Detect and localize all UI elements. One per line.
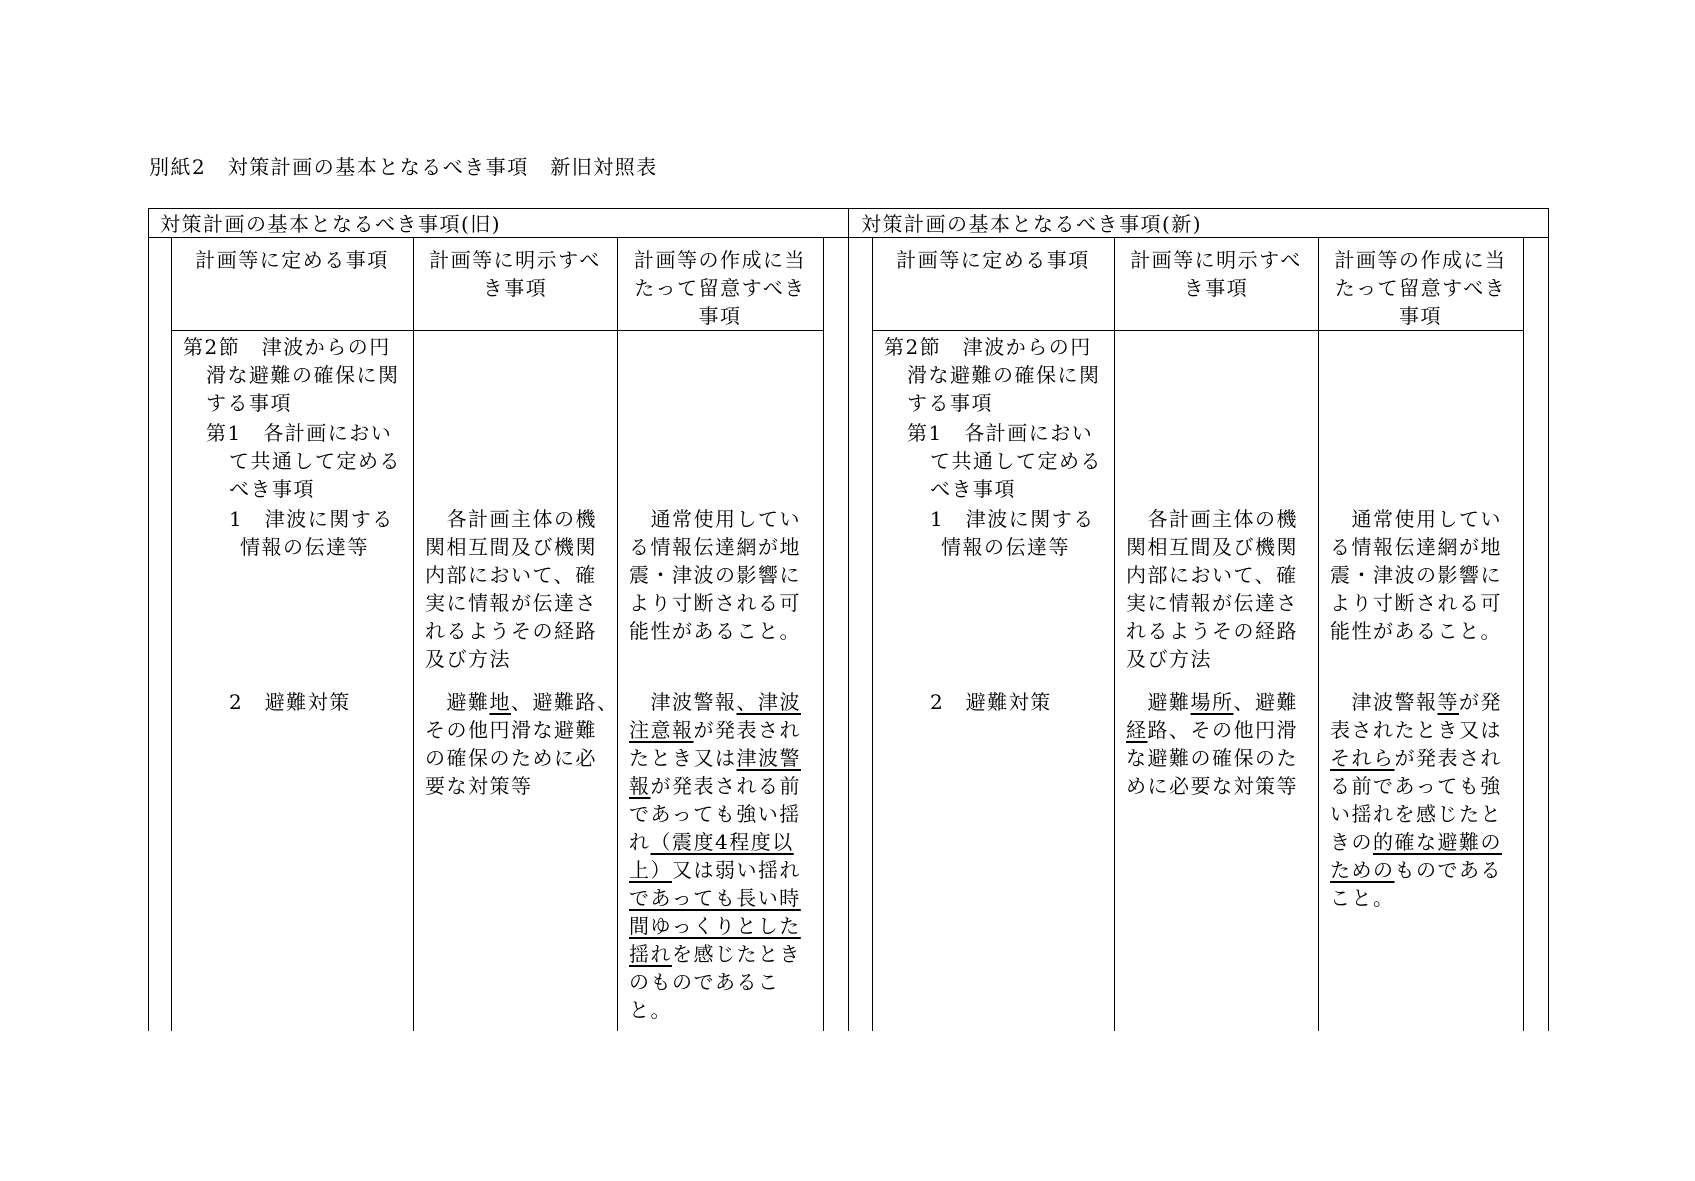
text-run: の確保のために必 <box>425 746 597 770</box>
new-subsection-heading: 第1 各計画におい て共通して定める べき事項 <box>907 421 1102 501</box>
amended-text: 地 <box>489 690 511 714</box>
amended-text: 揺れ <box>629 942 672 966</box>
new-table-left-border <box>872 237 873 1031</box>
text-run: が発表され <box>693 718 801 742</box>
text-run: こと。 <box>1330 886 1395 910</box>
text-run: であっても強い揺 <box>629 802 801 826</box>
text-line <box>425 688 619 716</box>
old-item2-notes <box>629 688 801 1024</box>
text-line <box>629 716 801 744</box>
new-item1-notes: 通常使用してい る情報伝達網が地 震・津波の影響に より寸断される可 能性があること。 <box>1330 507 1502 643</box>
text-line <box>1330 716 1502 744</box>
text-run: が発表される前 <box>650 774 801 798</box>
amended-text: それら <box>1330 746 1395 770</box>
new-item2-title: 2 避難対策 <box>930 690 1052 714</box>
document-title: 別紙2 対策計画の基本となるべき事項 新旧対照表 <box>149 155 658 179</box>
amended-text: 経 <box>1126 718 1148 742</box>
text-run: 避難 <box>1126 690 1191 714</box>
new-table-header-divider <box>872 330 1523 331</box>
text-run: のものであるこ <box>629 970 780 994</box>
text-line <box>629 828 801 856</box>
text-line <box>1330 856 1502 884</box>
old-table-right-border <box>823 237 824 1031</box>
text-run: 、避難路、 <box>511 690 619 714</box>
text-run: と。 <box>629 998 672 1022</box>
text-run: 避難 <box>425 690 490 714</box>
text-line <box>1126 744 1298 772</box>
outer-frame-middle <box>848 208 849 1031</box>
text-line <box>629 968 801 996</box>
new-table-col-divider-2 <box>1318 237 1319 1031</box>
text-run: 又は弱い揺れ <box>672 858 801 882</box>
amended-text: 等 <box>1437 690 1459 714</box>
new-version-header: 対策計画の基本となるべき事項(新) <box>861 212 1203 236</box>
old-item2-explicit <box>425 688 619 800</box>
text-line <box>1126 716 1298 744</box>
text-run: きの <box>1330 830 1373 854</box>
text-line <box>1330 884 1502 912</box>
text-line <box>1126 688 1298 716</box>
old-table-col-divider-1 <box>413 237 414 1031</box>
amended-text: （震度4程度以 <box>650 830 794 854</box>
text-line <box>629 996 801 1024</box>
text-line <box>1330 772 1502 800</box>
old-item2-title: 2 避難対策 <box>229 690 351 714</box>
text-line <box>425 744 619 772</box>
text-line <box>629 772 801 800</box>
old-item1-title: 1 津波に関する 情報の伝達等 <box>229 507 394 559</box>
text-line <box>629 800 801 828</box>
amended-text: であっても長い時 <box>629 886 801 910</box>
old-section-heading: 第2節 津波からの円 滑な避難の確保に関 する事項 <box>183 335 400 415</box>
text-line <box>1330 688 1502 716</box>
text-run: その他円滑な避難 <box>425 718 597 742</box>
amended-text: 報 <box>629 774 651 798</box>
amended-text: 津波警 <box>736 746 801 770</box>
text-run: が発 <box>1459 690 1502 714</box>
text-run: ものである <box>1394 858 1502 882</box>
text-line <box>629 940 801 968</box>
old-version-header: 対策計画の基本となるべき事項(旧) <box>160 212 502 236</box>
text-run: 津波警報 <box>1330 690 1438 714</box>
new-item2-notes <box>1330 688 1502 912</box>
text-line <box>425 772 619 800</box>
text-line <box>1330 744 1502 772</box>
text-run: 要な対策等 <box>425 774 533 798</box>
old-table-col-divider-2 <box>617 237 618 1031</box>
new-item1-title: 1 津波に関する 情報の伝達等 <box>930 507 1095 559</box>
text-line <box>629 856 801 884</box>
text-run: 路、その他円滑 <box>1147 718 1298 742</box>
text-run: れ <box>629 830 651 854</box>
new-col-header-explicit: 計画等に明示すべ き事項 <box>1130 248 1302 300</box>
new-col-header-matter: 計画等に定める事項 <box>896 248 1090 272</box>
old-col-header-explicit: 計画等に明示すべ き事項 <box>429 248 601 300</box>
text-line <box>1330 800 1502 828</box>
text-line <box>629 884 801 912</box>
text-line <box>629 912 801 940</box>
old-table-header-divider <box>171 330 823 331</box>
text-run: を感じたとき <box>672 942 801 966</box>
new-table-col-divider-1 <box>1114 237 1115 1031</box>
text-run: な避難の確保のた <box>1126 746 1298 770</box>
old-table-left-border <box>171 237 172 1031</box>
text-run: 津波警報 <box>629 690 737 714</box>
text-run: い揺れを感じたと <box>1330 802 1502 826</box>
old-item1-explicit: 各計画主体の機 関相互間及び機関 内部において、確 実に情報が伝達さ れるようその経路 及び方法 <box>425 507 597 671</box>
new-table-right-border <box>1523 237 1524 1031</box>
text-run: 表されたとき又は <box>1330 718 1502 742</box>
old-col-header-matter: 計画等に定める事項 <box>195 248 389 272</box>
text-run: たとき又は <box>629 746 737 770</box>
text-run: る前であっても強 <box>1330 774 1502 798</box>
amended-text: 上） <box>629 858 672 882</box>
outer-frame-right <box>1548 208 1549 1031</box>
new-item2-explicit <box>1126 688 1298 800</box>
amended-text: 、津波 <box>736 690 801 714</box>
amended-text: ための <box>1330 858 1395 882</box>
amended-text: 間ゆっくりとした <box>629 914 801 938</box>
amended-text: 場所 <box>1190 690 1234 714</box>
outer-frame-left <box>148 208 149 1031</box>
text-line <box>1330 828 1502 856</box>
old-subsection-heading: 第1 各計画におい て共通して定める べき事項 <box>206 421 401 501</box>
old-col-header-notes: 計画等の作成に当 たって留意すべき 事項 <box>634 248 806 328</box>
text-line <box>629 688 801 716</box>
amended-text: 的確な避難の <box>1373 830 1502 854</box>
text-run: が発表され <box>1394 746 1502 770</box>
text-run: めに必要な対策等 <box>1126 774 1298 798</box>
old-item1-notes: 通常使用してい る情報伝達網が地 震・津波の影響に より寸断される可 能性があること。 <box>629 507 801 643</box>
text-run: 、避難 <box>1233 690 1298 714</box>
amended-text: 注意報 <box>629 718 694 742</box>
new-item1-explicit: 各計画主体の機 関相互間及び機関 内部において、確 実に情報が伝達さ れるようその経路 及び方法 <box>1126 507 1298 671</box>
new-section-heading: 第2節 津波からの円 滑な避難の確保に関 する事項 <box>884 335 1101 415</box>
new-col-header-notes: 計画等の作成に当 たって留意すべき 事項 <box>1334 248 1507 328</box>
text-line <box>1126 772 1298 800</box>
text-line <box>425 716 619 744</box>
text-line <box>629 744 801 772</box>
